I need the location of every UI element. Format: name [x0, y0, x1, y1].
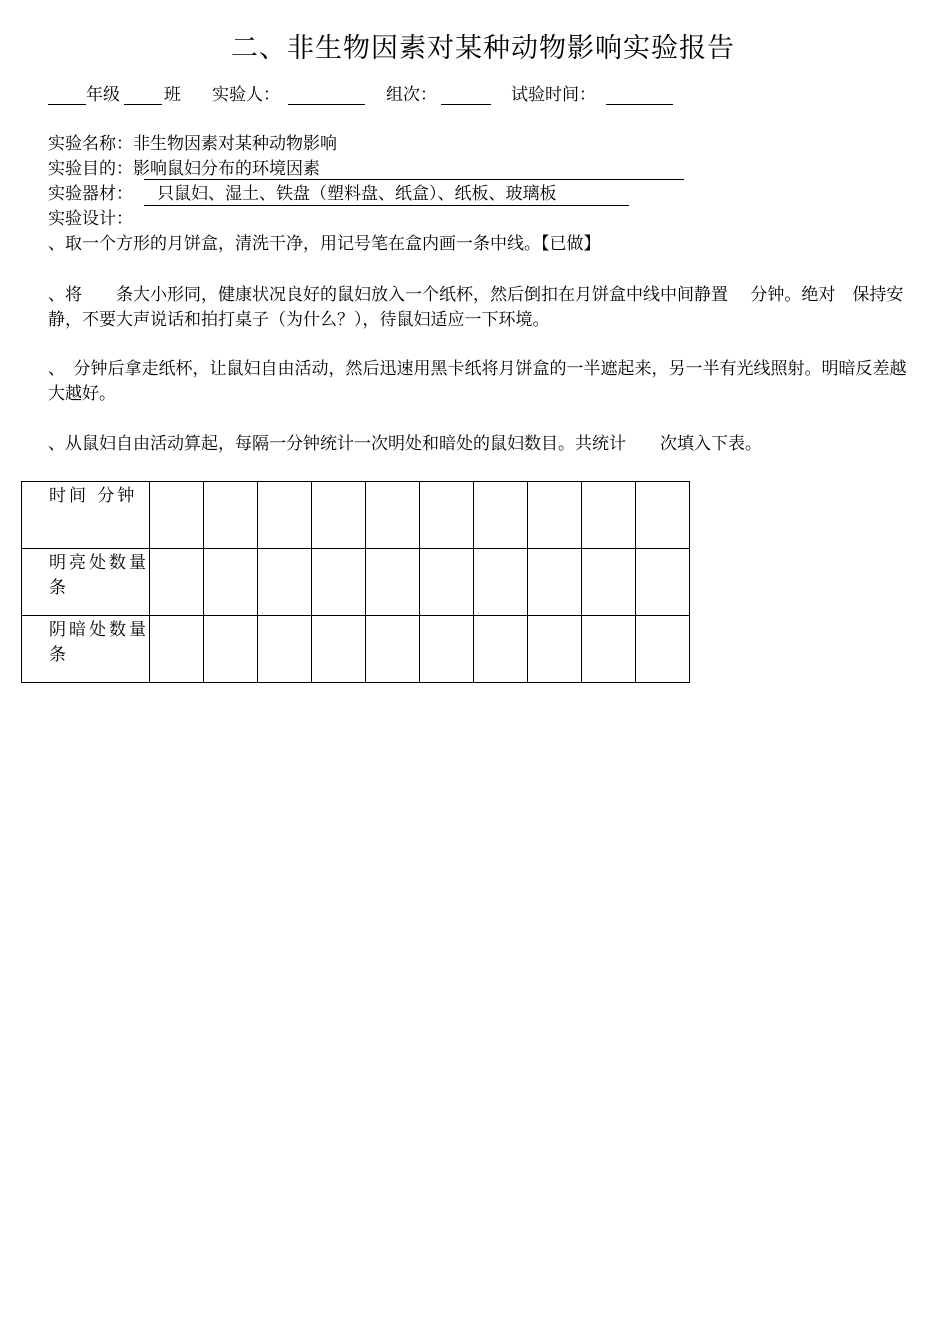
table-cell[interactable] — [420, 616, 474, 683]
experimenter-label: 实验人： — [212, 85, 280, 105]
table-cell[interactable] — [636, 549, 690, 616]
experiment-name-value: 非生物因素对某种动物影响 — [133, 134, 337, 154]
row-header-bright: 明亮处数量条 — [22, 549, 150, 616]
group-blank[interactable] — [441, 104, 491, 105]
table-cell[interactable] — [420, 482, 474, 549]
experiment-purpose-row — [48, 159, 320, 179]
class-label: 班 — [164, 85, 181, 105]
time-label: 试验时间： — [511, 85, 596, 105]
table-cell[interactable] — [582, 549, 636, 616]
experiment-purpose-label: 实验目的： — [48, 159, 133, 179]
table-row-time — [22, 482, 690, 549]
table-cell[interactable] — [150, 482, 204, 549]
table-cell[interactable] — [366, 616, 420, 683]
table-cell[interactable] — [204, 549, 258, 616]
table-cell[interactable] — [312, 482, 366, 549]
experiment-name-label: 实验名称： — [48, 134, 133, 154]
table-cell[interactable] — [582, 616, 636, 683]
experiment-materials-row — [48, 184, 557, 204]
table-cell[interactable] — [420, 549, 474, 616]
table-cell[interactable] — [258, 616, 312, 683]
experiment-design-label: 实验设计： — [48, 209, 133, 229]
experiment-purpose-value: 影响鼠妇分布的环境因素 — [133, 159, 320, 179]
design-step-4: 、从鼠妇自由活动算起，每隔一分钟统计一次明处和暗处的鼠妇数目。共统计 次填入下表。 — [48, 434, 762, 454]
row-header-time: 时间 分钟 — [22, 482, 150, 549]
experiment-materials-label: 实验器材： — [48, 184, 133, 204]
experiment-materials-value: 只鼠妇、湿土、铁盘（塑料盘、纸盒）、纸板、玻璃板 — [157, 184, 557, 204]
grade-label: 年级 — [86, 85, 120, 105]
purpose-underline — [144, 179, 684, 180]
experiment-name-row — [48, 134, 337, 154]
table-cell[interactable] — [528, 482, 582, 549]
table-cell[interactable] — [258, 549, 312, 616]
class-blank[interactable] — [124, 104, 162, 105]
table-cell[interactable] — [150, 549, 204, 616]
design-step-2: 、将 条大小形同，健康状况良好的鼠妇放入一个纸杯，然后倒扣在月饼盒中线中间静置 分钟。绝对 保持安静，不要大声说话和拍打桌子（为什么？），待鼠妇适应一下环境。 — [48, 285, 904, 330]
table-cell[interactable] — [312, 616, 366, 683]
table-cell[interactable] — [474, 482, 528, 549]
table-cell[interactable] — [258, 482, 312, 549]
row-header-dark: 阴暗处数量条 — [22, 616, 150, 683]
table-cell[interactable] — [474, 549, 528, 616]
table-cell[interactable] — [150, 616, 204, 683]
time-blank[interactable] — [606, 104, 673, 105]
table-cell[interactable] — [636, 616, 690, 683]
grade-blank[interactable] — [48, 104, 86, 105]
page-title: 二、非生物因素对某种动物影响实验报告 — [231, 33, 735, 64]
experimenter-blank[interactable] — [288, 104, 365, 105]
table-cell[interactable] — [366, 482, 420, 549]
table-cell[interactable] — [366, 549, 420, 616]
group-label: 组次： — [386, 85, 437, 105]
design-step-3: 、 分钟后拿走纸杯，让鼠妇自由活动，然后迅速用黑卡纸将月饼盒的一半遮起来，另一半有光线照射。明暗反差越大越好。 — [48, 359, 907, 404]
table-row-bright — [22, 549, 690, 616]
table-cell[interactable] — [312, 549, 366, 616]
table-cell[interactable] — [204, 482, 258, 549]
observation-table — [21, 481, 690, 683]
table-cell[interactable] — [528, 549, 582, 616]
materials-underline — [144, 205, 629, 206]
table-cell[interactable] — [636, 482, 690, 549]
table-cell[interactable] — [582, 482, 636, 549]
table-cell[interactable] — [204, 616, 258, 683]
design-step-1: 、取一个方形的月饼盒，清洗干净，用记号笔在盒内画一条中线。【已做】 — [48, 234, 601, 254]
table-cell[interactable] — [528, 616, 582, 683]
table-row-dark — [22, 616, 690, 683]
table-cell[interactable] — [474, 616, 528, 683]
